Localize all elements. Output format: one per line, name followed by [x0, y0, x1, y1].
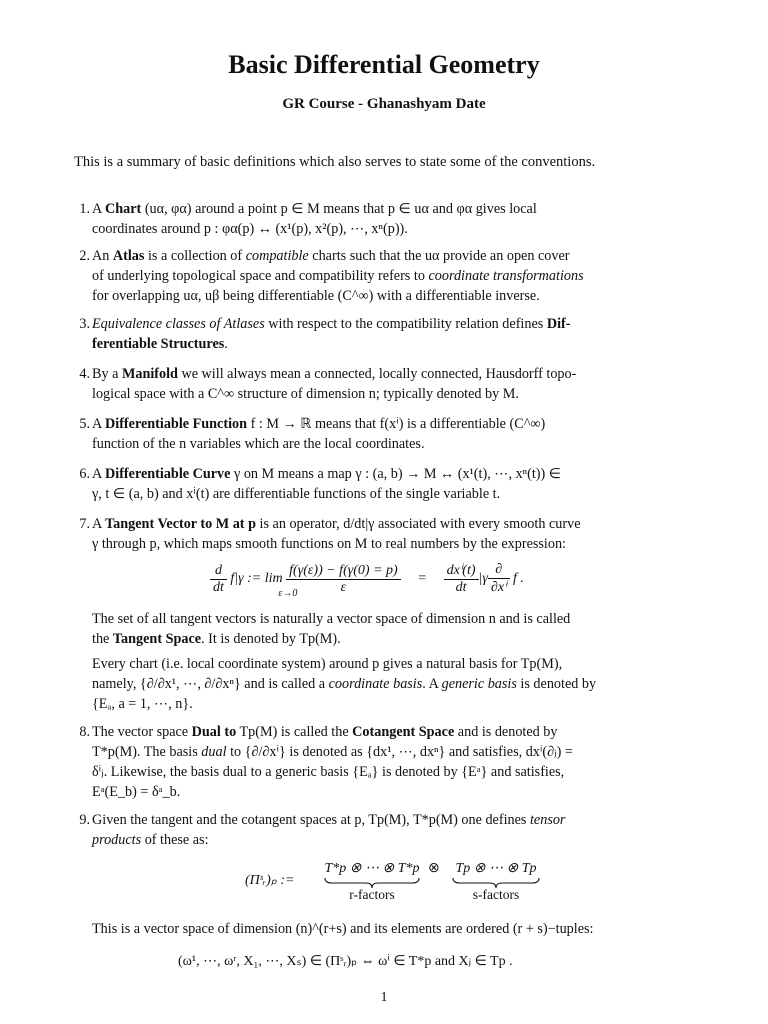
item-line [92, 414, 682, 434]
term-differentiable-curve: Differentiable Curve [105, 466, 231, 482]
text: is a collection of [144, 248, 246, 264]
author-line: GR Course - Ghanashyam Date [282, 96, 486, 112]
item-number: 7. [79, 516, 90, 532]
equation-tangent-vector [210, 562, 610, 599]
list-item-differentiable-curve [79, 464, 682, 504]
item-line: γ through p, which maps smooth functions on M to real numbers by the expression: [92, 536, 566, 552]
item-line: {Eₐ, a = 1, ⋯, n}. [92, 696, 193, 712]
numerator: ∂ [488, 562, 510, 579]
list-item-differentiable-structures [79, 314, 682, 354]
item-line: Every chart (i.e. local coordinate system) around p gives a natural basis for Tp(M), [92, 656, 563, 672]
item-line: Eᵃ(E_b) = δᵃ_b. [92, 784, 181, 800]
text: of these as: [141, 832, 209, 848]
text: . A [422, 676, 442, 692]
item-line [92, 674, 682, 694]
text: A [92, 416, 106, 432]
term-differentiable-structures: Dif- [546, 316, 571, 332]
list-item-manifold [79, 364, 682, 404]
item-number: 6. [79, 466, 90, 482]
item-line [92, 364, 682, 384]
tangent-factors: Tp ⊗ ⋯ ⊗ Tp [455, 861, 537, 876]
text: Tp(M) is called the [236, 724, 353, 740]
text: we will always mean a connected, locally connected, Hausdorff topo- [177, 366, 577, 382]
item-line: The set of all tangent vectors is naturally a vector space of dimension n and is called [92, 611, 571, 627]
text: the [92, 631, 113, 647]
item-line [92, 314, 682, 334]
text: . [224, 336, 228, 352]
text: T*p(M). The basis [92, 744, 202, 760]
cotangent-product [324, 860, 420, 903]
numerator: d [210, 563, 227, 580]
page-number: 1 [380, 990, 388, 1005]
text: of underlying topological space and compatibility refers to [92, 268, 429, 284]
item-line: This is a vector space of dimension (n)^(r+s) and its elements are ordered (r + s)−tuples: [92, 921, 594, 937]
item-line: δⁱⱼ. Likewise, the basis dual to a generic basis {Eₐ} is denoted by {Eᵃ} and satisfies, [92, 764, 565, 780]
page-title: Basic Differential Geometry [228, 50, 540, 79]
cotangent-factors: T*p ⊗ ⋯ ⊗ T*p [324, 861, 420, 876]
text: is an operator, d/dt|γ associated with every smooth curve [255, 516, 581, 532]
text: A [92, 201, 106, 217]
item-line [92, 464, 682, 484]
text: namely, {∂/∂x¹, ⋯, ∂/∂xⁿ} and is called a [92, 676, 329, 692]
term-differentiable-function: Differentiable Function [105, 416, 248, 432]
text: (uα, φα) around a point p ∈ M means that p ∈ uα and φα gives local [141, 201, 537, 217]
item-line [92, 742, 682, 762]
emph-products: products [92, 832, 142, 848]
tensor-dimension-paragraph [92, 919, 682, 939]
text: . It is denoted by Tp(M). [201, 631, 341, 647]
item-line [92, 266, 682, 286]
text: An [92, 248, 113, 264]
list-item-differentiable-function [79, 414, 682, 454]
text: γ on M means a map γ : (a, b) → M ↔ (x¹(t), ⋯, xⁿ(t)) ∈ [230, 466, 562, 482]
r-factors-label: r-factors [349, 887, 395, 902]
term-manifold: Manifold [121, 366, 178, 382]
text: with respect to the compatibility relation defines [264, 316, 547, 332]
numerator: f(γ(ε)) − f(γ(0) = p) [286, 563, 401, 580]
coordinate-basis-paragraph [92, 654, 682, 714]
fraction [286, 563, 401, 596]
text: f|γ := lim [230, 571, 283, 586]
item-line [92, 514, 682, 534]
item-line [92, 722, 682, 742]
numerator: dxⁱ(t) [444, 562, 479, 580]
item-line [92, 629, 682, 649]
item-number: 1. [79, 201, 90, 217]
tensor-space-lhs: (Πˢᵣ)ₚ := [245, 873, 295, 888]
equation-tuple: (ω¹, ⋯, ωʳ, X₁, ⋯, Xₛ) ∈ (Πˢᵣ)ₚ ⇔ ωⁱ ∈ T*p and Xⱼ ∈ Tp . [178, 954, 513, 969]
emph-dual: dual [201, 744, 227, 760]
s-factors-label: s-factors [472, 887, 520, 902]
tangent-product [452, 860, 540, 903]
text: By a [92, 366, 122, 382]
text: The vector space [92, 724, 192, 740]
emph-tensor: tensor [529, 812, 566, 828]
item-line: for overlapping uα, uβ being differentiable (C^∞) with a differentiable inverse. [92, 288, 540, 304]
text: A [92, 466, 106, 482]
item-line [92, 810, 682, 830]
denominator: ∂xⁱ [490, 580, 507, 595]
intro-paragraph: This is a summary of basic definitions which also serves to state some of the conventions. [74, 154, 596, 170]
denominator: ε [340, 579, 347, 595]
item-line: coordinates around p : φα(p) ↔ (x¹(p), x²(p), ⋯, xⁿ(p)). [92, 221, 408, 237]
text: A [92, 516, 106, 532]
text: Given the tangent and the cotangent spaces at p, Tp(M), T*p(M) one defines [92, 812, 530, 828]
list-item-tensor-products [79, 810, 682, 850]
term-chart: Chart [105, 201, 142, 217]
text: f . [513, 571, 524, 586]
text: to {∂/∂xⁱ} is denoted as {dx¹, ⋯, dxⁿ} and satisfies, dxⁱ(∂ⱼ) = [226, 744, 573, 760]
fraction [210, 563, 227, 596]
denominator: dt [455, 580, 467, 595]
term-tangent-space: Tangent Space [112, 631, 202, 647]
item-number: 9. [79, 812, 90, 828]
item-number: 2. [79, 248, 90, 264]
text: charts such that the uα provide an open cover [308, 248, 570, 264]
denominator: dt [213, 579, 224, 595]
emph-generic-basis: generic basis [441, 676, 517, 692]
item-line [92, 199, 682, 219]
emph-compatible: compatible [245, 248, 309, 264]
item-line [92, 334, 682, 354]
emph-equivalence-classes: Equivalence classes of Atlases [92, 316, 265, 332]
fraction [488, 562, 510, 596]
item-number: 4. [79, 366, 90, 382]
term-dual-to: Dual to [191, 724, 237, 740]
item-line: function of the n variables which are the local coordinates. [92, 436, 425, 452]
item-number: 3. [79, 316, 90, 332]
list-item-atlas [79, 246, 682, 306]
emph-coordinate-basis: coordinate basis [328, 676, 423, 692]
tangent-space-paragraph [92, 609, 682, 649]
fraction [444, 562, 479, 596]
term-tangent-vector: Tangent Vector to M at p [105, 516, 256, 532]
list-item-tangent-vector [79, 514, 682, 554]
item-number: 8. [79, 724, 90, 740]
item-line: logical space with a C^∞ structure of dimension n; typically denoted by M. [92, 386, 519, 402]
text: is denoted by [516, 676, 597, 692]
item-line [92, 830, 682, 850]
limit-subscript: ε→0 [278, 588, 298, 599]
term-differentiable-structures-cont: ferentiable Structures [92, 336, 225, 352]
emph-coordinate-transformations: coordinate transformations [428, 268, 584, 284]
item-line [92, 246, 682, 266]
list-item-chart [79, 199, 682, 239]
equals-sign: = [418, 571, 427, 586]
list-item-cotangent-space [79, 722, 682, 802]
limit-operator [230, 571, 298, 599]
term-cotangent-space: Cotangent Space [352, 724, 455, 740]
tensor-product-symbol: ⊗ [428, 861, 440, 876]
text: |γ [478, 571, 488, 586]
item-line: γ, t ∈ (a, b) and xⁱ(t) are differentiable functions of the single variable t. [92, 486, 501, 502]
text: f : M → ℝ means that f(xⁱ) is a differentiable (C^∞) [247, 416, 546, 432]
item-number: 5. [79, 416, 90, 432]
term-atlas: Atlas [112, 248, 145, 264]
text: and is denoted by [454, 724, 558, 740]
